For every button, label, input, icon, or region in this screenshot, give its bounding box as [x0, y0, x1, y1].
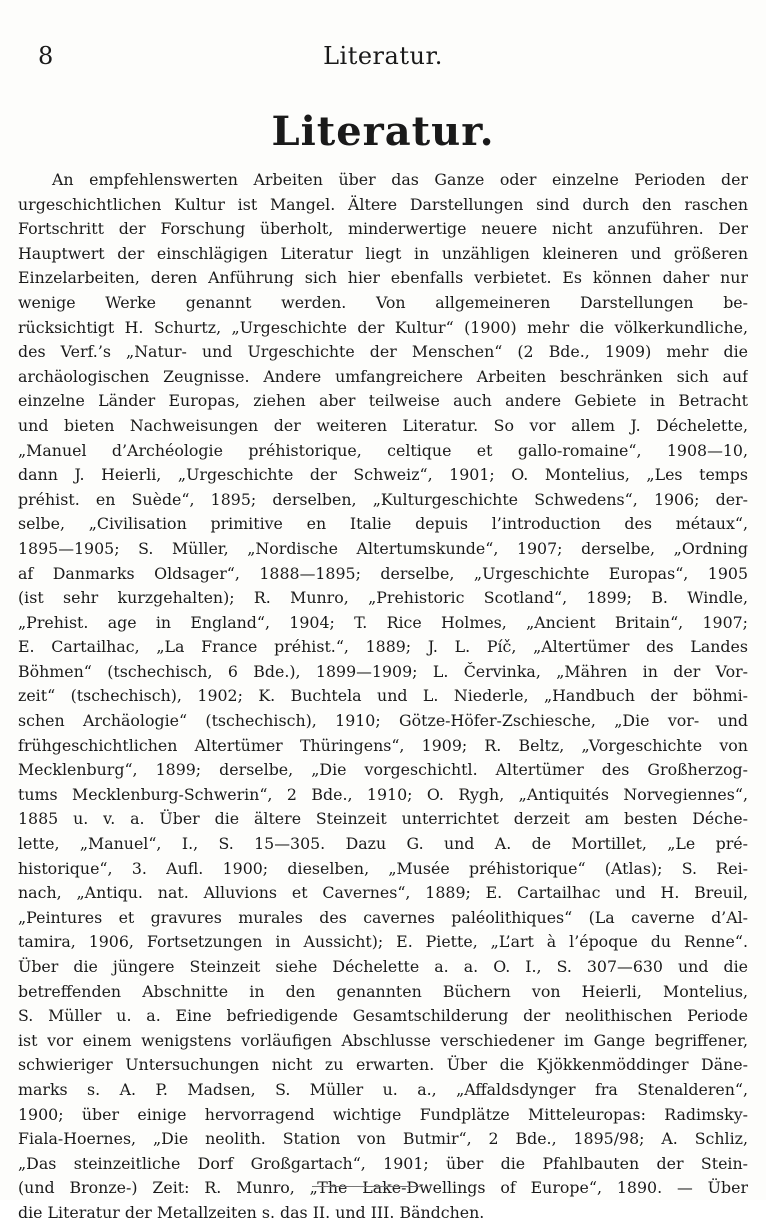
running-title: Literatur.: [323, 42, 443, 70]
text-line: S. Müller u. a. Eine befriedigende Gesamtschilderung der neolithischen Periode: [18, 1006, 748, 1026]
text-line: archäologischen Zeugnisse. Andere umfangreichere Arbeiten beschränken sich auf: [18, 366, 748, 386]
text-line: Einzelarbeiten, deren Anführung sich hier ebenfalls verbietet. Es können daher nur: [18, 268, 748, 288]
text-line: préhist. en Suède“, 1895; derselben, „Kulturgeschichte Schwedens“, 1906; der-: [18, 489, 748, 509]
text-line: und bieten Nachweisungen der weiteren Literatur. So vor allem J. Déchelette,: [18, 415, 748, 435]
text-line: dann J. Heierli, „Urgeschichte der Schweiz“, 1901; O. Montelius, „Les temps: [18, 465, 748, 485]
text-line: Fiala-Hoernes, „Die neolith. Station von Butmir“, 2 Bde., 1895/98; A. Schliz,: [18, 1129, 748, 1149]
text-line: Hauptwert der einschlägigen Literatur liegt in unzähligen kleineren und größeren: [18, 243, 748, 263]
page-number: 8: [38, 42, 54, 70]
text-line: „Manuel d’Archéologie préhistorique, celtique et gallo-romaine“, 1908—10,: [18, 440, 748, 460]
text-line: (und Bronze-) Zeit: R. Munro, „The Lake-Dwellings of Europe“, 1890. — Über: [18, 1178, 748, 1198]
text-line: rücksichtigt H. Schurtz, „Urgeschichte der Kultur“ (1900) mehr die völkerkundliche,: [18, 317, 748, 337]
text-line: selbe, „Civilisation primitive en Italie depuis l’introduction des métaux“,: [18, 514, 748, 534]
bottom-rule: [312, 1186, 422, 1187]
running-head: [38, 40, 728, 80]
text-line: einzelne Länder Europas, ziehen aber teilweise auch andere Gebiete in Betracht: [18, 391, 748, 411]
text-line: ist vor einem wenigstens vorläufigen Abschlusse verschiedener im Gange begriffener,: [18, 1030, 748, 1050]
text-line: lette, „Manuel“, I., S. 15—305. Dazu G. und A. de Mortillet, „Le pré-: [18, 834, 748, 854]
text-line: Über die jüngere Steinzeit siehe Déchelette a. a. O. I., S. 307—630 und die: [18, 957, 748, 976]
text-line: Mecklenburg“, 1899; derselbe, „Die vorgeschichtl. Altertümer des Großherzog-: [18, 760, 748, 780]
text-line: E. Cartailhac, „La France préhist.“, 1889; J. L. Píč, „Altertümer des Landes: [18, 637, 748, 657]
text-line: schwieriger Untersuchungen nicht zu erwarten. Über die Kjökkenmöddinger Däne-: [18, 1055, 748, 1075]
text-line: „Prehist. age in England“, 1904; T. Rice Holmes, „Ancient Britain“, 1907;: [18, 612, 748, 632]
text-line: marks s. A. P. Madsen, S. Müller u. a., „Affaldsdynger fra Stenalderen“,: [18, 1079, 748, 1099]
text-line: „Das steinzeitliche Dorf Großgartach“, 1901; über die Pfahlbauten der Stein-: [18, 1153, 748, 1173]
text-line: zeit“ (tschechisch), 1902; K. Buchtela und L. Niederle, „Handbuch der böhmi-: [18, 686, 748, 706]
text-line: tums Mecklenburg-Schwerin“, 2 Bde., 1910; O. Rygh, „Antiquités Norvegiennes“,: [18, 784, 748, 804]
text-line: wenige Werke genannt werden. Von allgemeineren Darstellungen be-: [18, 292, 748, 312]
text-line: 1885 u. v. a. Über die ältere Steinzeit unterrichtet derzeit am besten Déche-: [18, 809, 748, 829]
text-line: nach, „Antiqu. nat. Alluvions et Cavernes“, 1889; E. Cartailhac und H. Breuil,: [18, 883, 748, 903]
text-line: urgeschichtlichen Kultur ist Mangel. Ältere Darstellungen sind durch den raschen: [18, 194, 748, 214]
text-line: historique“, 3. Aufl. 1900; dieselben, „Musée préhistorique“ (Atlas); S. Rei-: [18, 858, 748, 878]
text-line: 1900; über einige hervorragend wichtige Fundplätze Mitteleuropas: Radimsky-: [18, 1104, 748, 1124]
text-line: Fortschritt der Forschung überholt, minderwertige neuere nicht anzuführen. Der: [18, 219, 748, 239]
text-line: Böhmen“ (tschechisch, 6 Bde.), 1899—1909; L. Červinka, „Mähren in der Vor-: [18, 661, 748, 681]
body-text: [18, 168, 748, 1226]
chapter-title: Literatur.: [271, 108, 495, 155]
text-line: (ist sehr kurzgehalten); R. Munro, „Prehistoric Scotland“, 1899; B. Windle,: [18, 588, 748, 608]
text-line: schen Archäologie“ (tschechisch), 1910; Götze-Höfer-Zschiesche, „Die vor- und: [18, 711, 748, 731]
text-line: des Verf.’s „Natur- und Urgeschichte der Menschen“ (2 Bde., 1909) mehr die: [18, 342, 748, 362]
text-line: An empfehlenswerten Arbeiten über das Ganze oder einzelne Perioden der: [52, 170, 748, 189]
text-line: frühgeschichtlichen Altertümer Thüringens“, 1909; R. Beltz, „Vorgeschichte von: [18, 735, 748, 755]
text-line: betreffenden Abschnitte in den genannten Büchern von Heierli, Montelius,: [18, 981, 748, 1001]
text-line: tamira, 1906, Fortsetzungen in Aussicht); E. Piette, „L’art à l’époque du Renne“.: [18, 932, 748, 952]
text-line: 1895—1905; S. Müller, „Nordische Altertumskunde“, 1907; derselbe, „Ordning: [18, 538, 748, 558]
text-line: „Peintures et gravures murales des cavernes paléolithiques“ (La caverne d’Al-: [18, 907, 748, 927]
text-line: af Danmarks Oldsager“, 1888—1895; derselbe, „Urgeschichte Europas“, 1905: [18, 563, 748, 583]
text-line: die Literatur der Metallzeiten s. das II. und III. Bändchen.: [18, 1202, 485, 1222]
